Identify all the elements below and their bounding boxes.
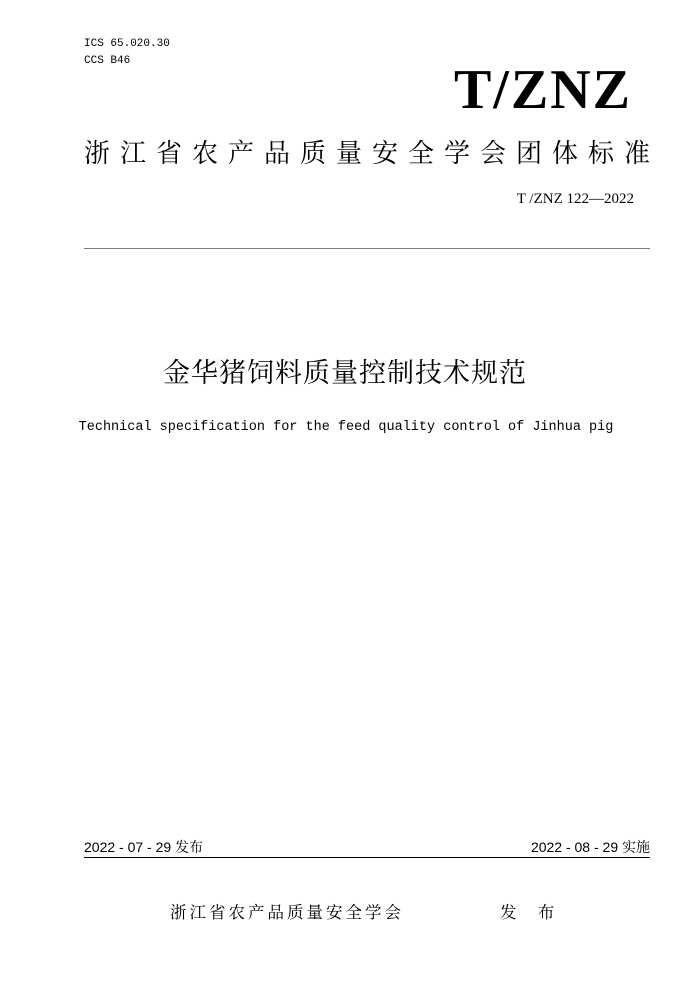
society-standard-title: 浙江省农产品质量安全学会团体标准 [84,139,661,169]
implementation-date: 2022 - 08 - 29 实施 [530,839,650,855]
document-title-chinese: 金华猪饲料质量控制技术规范 [163,358,527,389]
ics-code: ICS 65.020.30 [84,38,170,50]
standard-number: T /ZNZ 122—2022 [516,191,634,207]
ccs-code: CCS B46 [84,55,131,67]
header-divider [84,248,650,249]
standard-mark: T/ZNZ [453,59,632,121]
date-divider [84,857,650,858]
document-title-english: Technical specification for the feed quality control of Jinhua pig [78,420,614,435]
issue-date: 2022 - 07 - 29 发布 [84,839,204,855]
publisher-name: 浙江省农产品质量安全学会 [170,903,404,922]
publish-label: 发 布 [500,903,563,922]
